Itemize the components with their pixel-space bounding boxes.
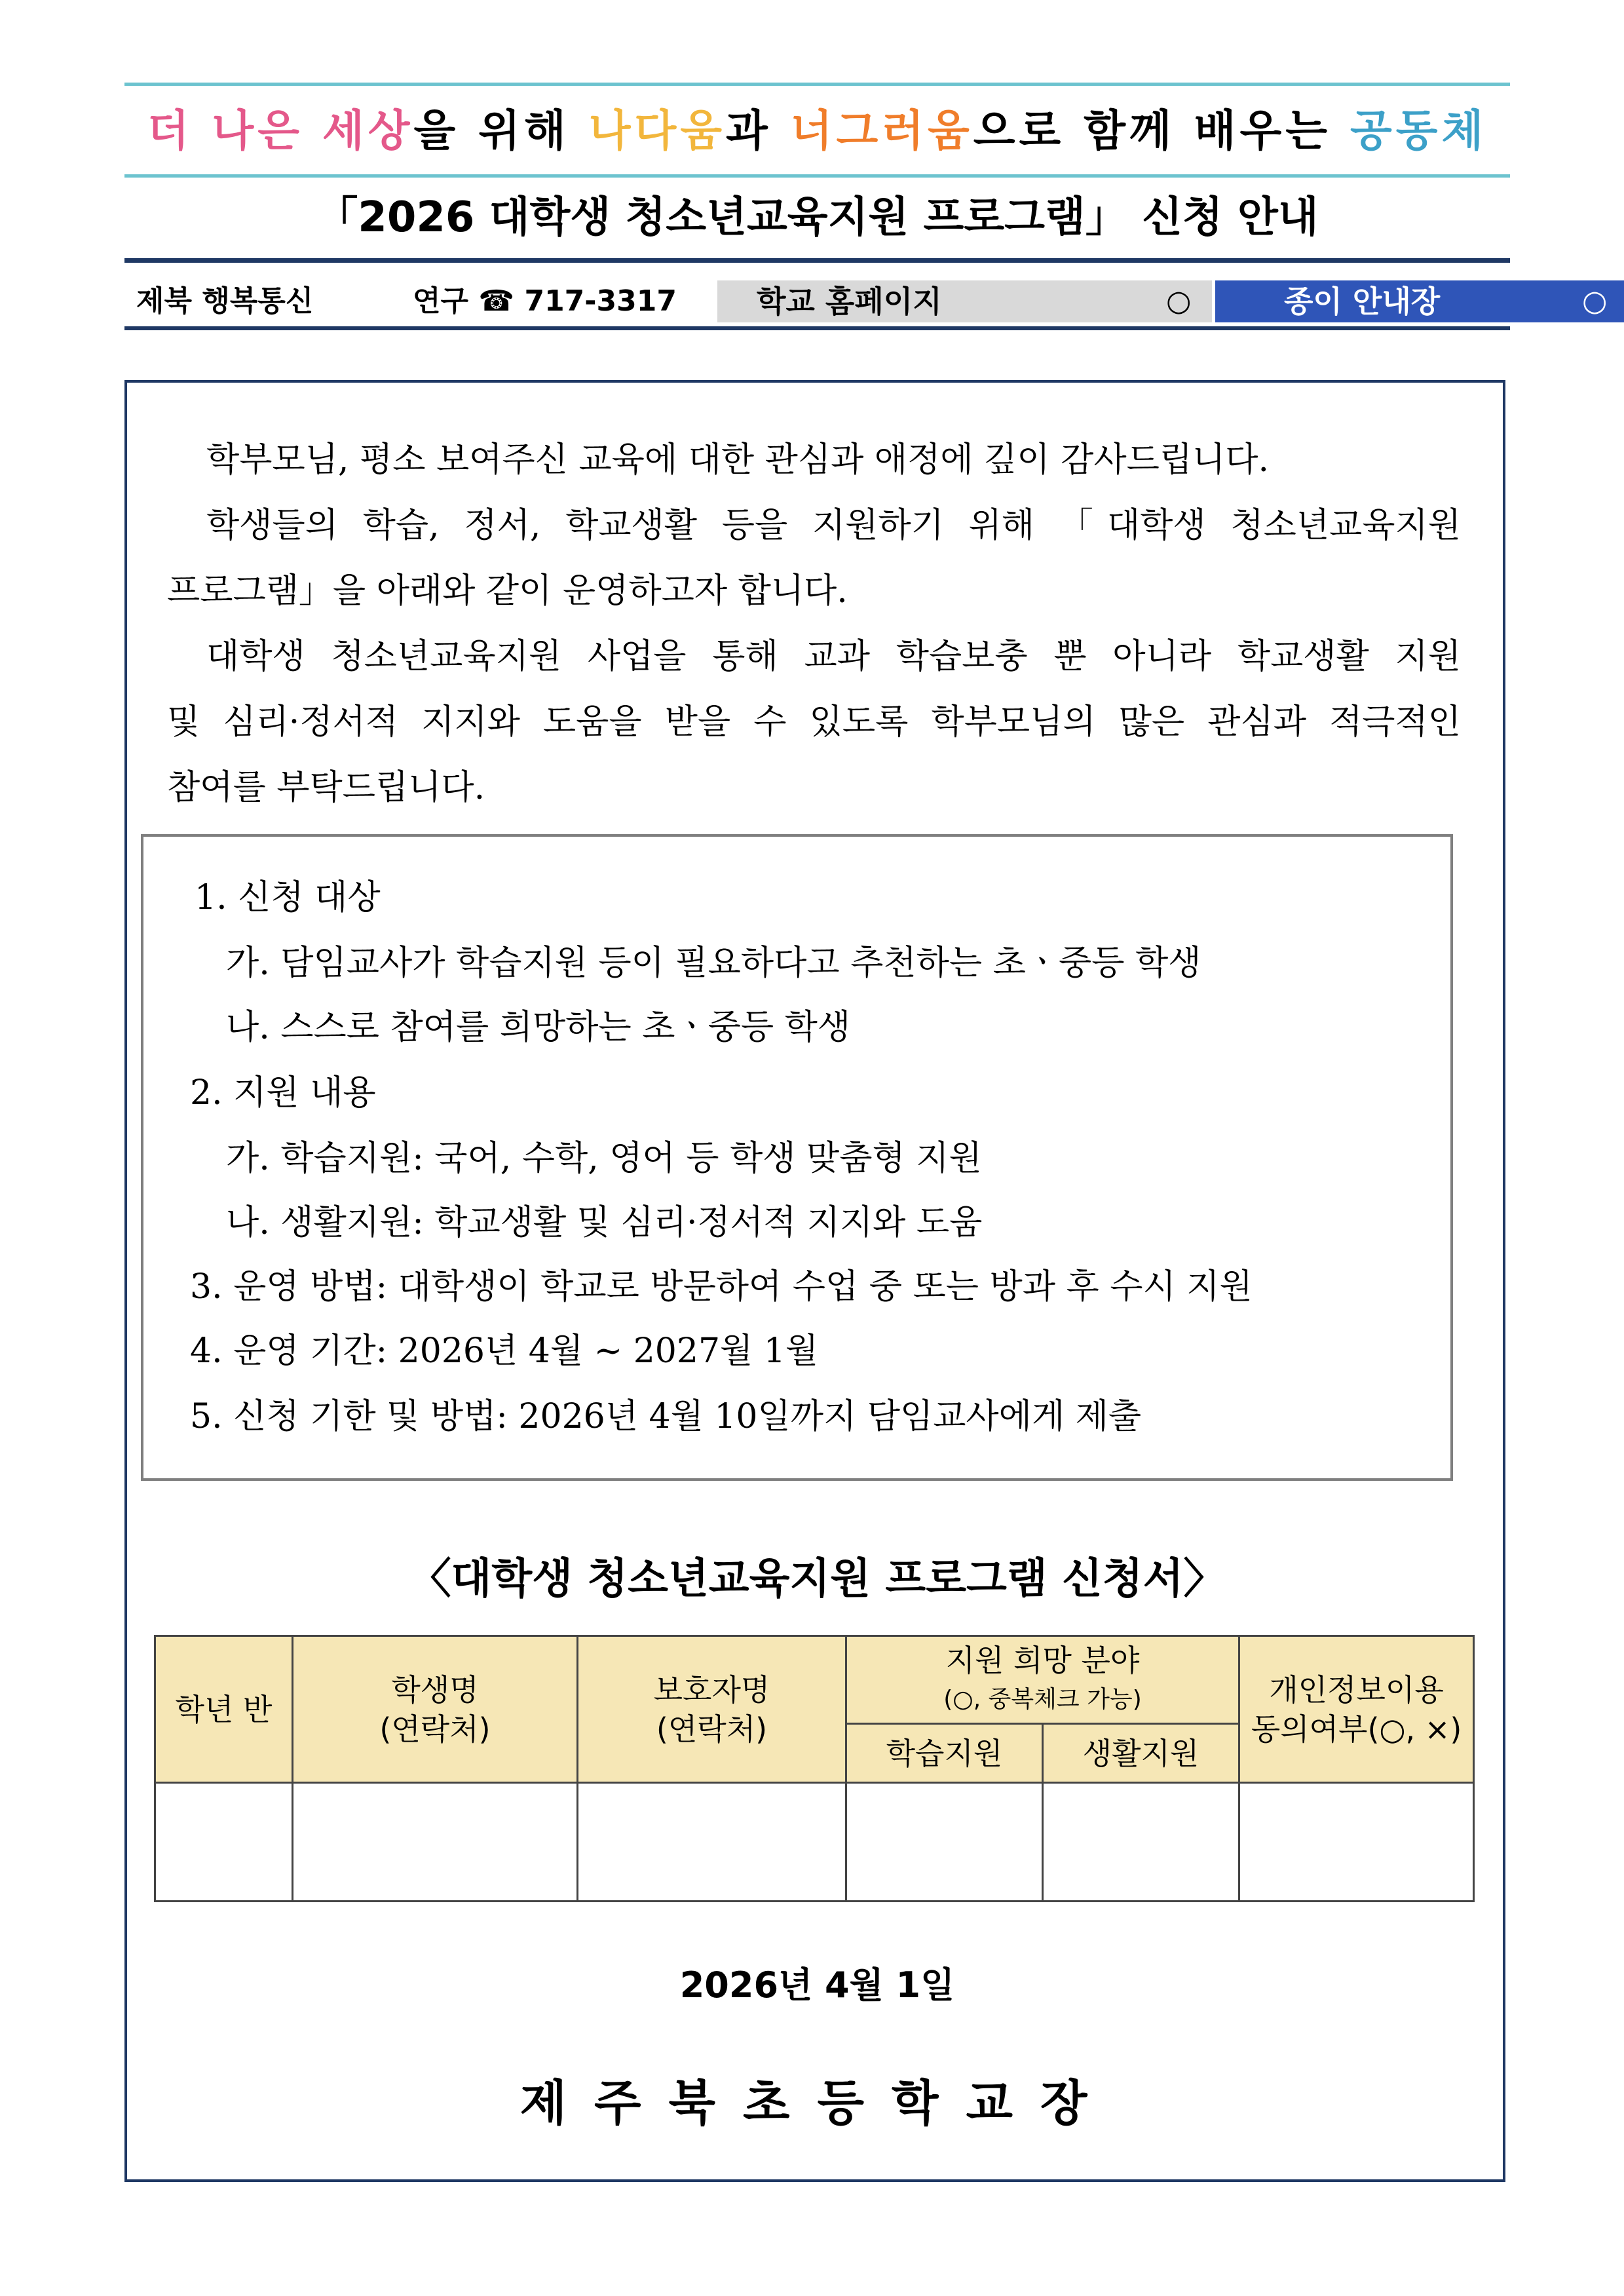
contact-phone: 연구 ☎ 717-3317 <box>413 284 677 318</box>
publication-name: 제북 행복통신 <box>136 284 314 318</box>
intro-paragraph-3 <box>167 624 1461 820</box>
page-title: 「2026 대학생 청소년교육지원 프로그램」 신청 안내 <box>316 193 1319 242</box>
header-consent-sub: 동의여부(○, ×) <box>1251 1711 1462 1747</box>
application-form-title: 〈대학생 청소년교육지원 프로그램 신청서〉 <box>409 1555 1226 1603</box>
motto-segment: 더 나은 세상 <box>147 105 414 156</box>
motto-segment: 너그러움 <box>790 105 973 156</box>
paper-mark: ○ <box>1582 284 1608 318</box>
issue-date: 2026년 4월 1일 <box>679 1964 955 2006</box>
header-support-sub: (○, 중복체크 가능) <box>943 1685 1142 1713</box>
input-consent-cell[interactable] <box>1239 1783 1474 1902</box>
title-rule <box>124 258 1510 263</box>
header-consent-label: 개인정보이용 <box>1269 1672 1444 1708</box>
notice-item-4: 4. 운영 기간: 2026년 4월 ~ 2027월 1월 <box>190 1331 819 1371</box>
input-life-cell[interactable] <box>1043 1783 1239 1902</box>
notice-item-1: 1. 신청 대상 <box>195 878 381 917</box>
notice-item-2b: 나. 생활지원: 학교생활 및 심리·정서적 지지와 도움 <box>226 1203 983 1242</box>
header-student <box>293 1636 578 1783</box>
header-student-sub: (연락처) <box>379 1711 491 1747</box>
motto-rule <box>124 174 1510 178</box>
application-table <box>154 1635 1475 1902</box>
header-learning: 학습지원 <box>846 1724 1043 1783</box>
paper-distribution <box>1215 280 1624 322</box>
input-guardian-cell[interactable] <box>578 1783 846 1902</box>
notice-item-1a: 가. 담임교사가 학습지원 등이 필요하다고 추천하는 초ㆍ중등 학생 <box>226 944 1201 983</box>
header-guardian-sub: (연락처) <box>656 1711 768 1747</box>
motto-segment: 공동체 <box>1350 105 1488 156</box>
motto-segment: 으로 함께 배우는 <box>973 105 1350 156</box>
input-learning-cell[interactable] <box>846 1783 1043 1902</box>
intro-line: 대학생 청소년교육지원 사업을 통해 교과 학습보충 뿐 아니라 학교생활 지원 <box>206 637 1461 676</box>
motto-segment: 을 위해 <box>413 105 589 156</box>
input-grade-cell[interactable] <box>155 1783 293 1902</box>
homepage-mark: ○ <box>1166 284 1192 318</box>
notice-item-2a: 가. 학습지원: 국어, 수학, 영어 등 학생 맞춤형 지원 <box>226 1139 982 1178</box>
motto-segment: 나다움 <box>588 105 726 156</box>
input-student-cell[interactable] <box>293 1783 578 1902</box>
header-support <box>846 1636 1239 1724</box>
header-support-label: 지원 희망 분야 <box>945 1642 1140 1678</box>
homepage-label: 학교 홈페이지 <box>757 284 942 319</box>
notice-item-5: 5. 신청 기한 및 방법: 2026년 4월 10일까지 담임교사에게 제출 <box>190 1397 1142 1436</box>
header-grade: 학년 반 <box>155 1636 293 1783</box>
motto-segment: 과 <box>725 105 791 156</box>
intro-line: 프로그램」을 아래와 같이 운영하고자 합니다. <box>167 571 848 611</box>
intro-paragraph-2 <box>167 493 1461 624</box>
principal-signature: 제주북초등학교장 <box>519 2075 1115 2132</box>
homepage-distribution <box>717 280 1212 322</box>
notice-item-2: 2. 지원 내용 <box>190 1073 376 1113</box>
info-bar <box>124 278 1608 324</box>
header-guardian-label: 보호자명 <box>653 1672 770 1708</box>
intro-line: 학생들의 학습, 정서, 학교생활 등을 지원하기 위해 「대학생 청소년교육지원 <box>206 506 1461 545</box>
intro-paragraph-1 <box>167 427 1461 493</box>
header-guardian <box>578 1636 846 1783</box>
intro-line: 참여를 부탁드립니다. <box>167 768 485 807</box>
header-life: 생활지원 <box>1043 1724 1239 1783</box>
paper-label: 종이 안내장 <box>1284 284 1441 319</box>
notice-item-3: 3. 운영 방법: 대학생이 학교로 방문하여 수업 중 또는 방과 후 수시 지원 <box>190 1267 1253 1307</box>
notice-item-1b: 나. 스스로 참여를 희망하는 초ㆍ중등 학생 <box>226 1008 851 1047</box>
header-consent <box>1239 1636 1474 1783</box>
header-student-label: 학생명 <box>391 1672 479 1708</box>
school-motto <box>124 98 1510 164</box>
intro-line: 및 심리·정서적 지지와 도움을 받을 수 있도록 학부모님의 많은 관심과 적극적인 <box>167 702 1461 742</box>
intro-line: 학부모님, 평소 보여주신 교육에 대한 관심과 애정에 깊이 감사드립니다. <box>206 440 1270 480</box>
top-rule <box>124 83 1510 86</box>
info-rule <box>124 326 1510 330</box>
